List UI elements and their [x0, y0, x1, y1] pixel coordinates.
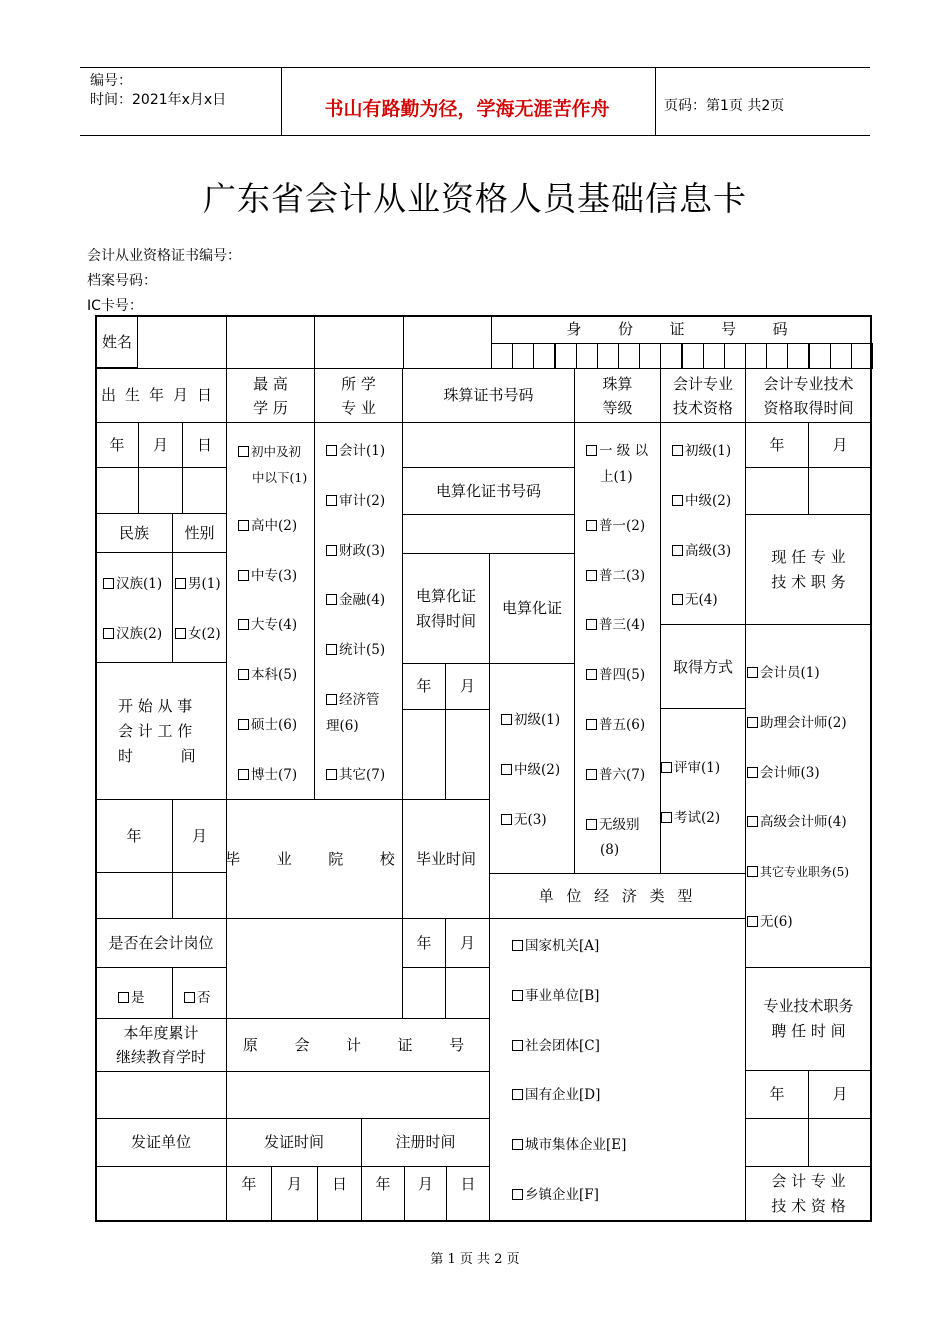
- id-digit-box[interactable]: [703, 343, 725, 369]
- ethnicity-option[interactable]: 汉族(2): [103, 610, 162, 660]
- checkbox-icon[interactable]: [326, 545, 337, 556]
- abacus-option[interactable]: 普五(6): [586, 701, 648, 751]
- checkbox-icon[interactable]: [175, 628, 186, 639]
- id-digit-box[interactable]: [618, 343, 640, 369]
- birth-year-label: 年: [95, 422, 139, 468]
- id-digit-box[interactable]: [597, 343, 619, 369]
- birth-day-label: 日: [182, 422, 227, 468]
- checkbox-icon[interactable]: [103, 628, 114, 639]
- position-option[interactable]: 无(6): [747, 898, 849, 948]
- position-option[interactable]: 高级会计师(4): [747, 798, 849, 848]
- birth-month-field[interactable]: [138, 467, 183, 514]
- start-work-label: 开 始 从 事 会 计 工 作 时 间: [95, 662, 227, 800]
- checkbox-icon[interactable]: [501, 714, 512, 725]
- abacus-options: [586, 427, 648, 863]
- checkbox-icon[interactable]: [238, 769, 249, 780]
- checkbox-icon[interactable]: [586, 570, 597, 581]
- obtain-option[interactable]: 考试(2): [661, 794, 720, 844]
- id-digit-box[interactable]: [851, 343, 873, 369]
- register-day-label: 日: [446, 1166, 490, 1222]
- position-options: [747, 649, 849, 948]
- checkbox-icon[interactable]: [326, 769, 337, 780]
- id-digit-box[interactable]: [787, 343, 809, 369]
- education-label: 最 高 学 历: [226, 368, 315, 423]
- original-cert-field[interactable]: [226, 1071, 490, 1119]
- header-top-rule: [80, 67, 870, 68]
- ethnicity-options: [103, 560, 162, 660]
- major-options: [326, 427, 385, 801]
- abacus-option[interactable]: 无级别: [586, 801, 648, 851]
- position-option[interactable]: 会计师(3): [747, 749, 849, 799]
- computer-option[interactable]: 中级(2): [501, 746, 560, 796]
- checkbox-icon[interactable]: [672, 594, 683, 605]
- major-option[interactable]: 金融(4): [326, 576, 385, 626]
- abacus-option[interactable]: 普六(7): [586, 751, 648, 801]
- abacus-option-cont: 上(1): [600, 468, 633, 485]
- abacus-option[interactable]: 普三(4): [586, 601, 648, 651]
- obtain-option[interactable]: 评审(1): [661, 744, 720, 794]
- in-post-label: 是否在会计岗位: [95, 918, 227, 968]
- id-digit-box[interactable]: [766, 343, 788, 369]
- id-digit-box[interactable]: [830, 343, 852, 369]
- birth-year-field[interactable]: [95, 467, 139, 514]
- issuer-field[interactable]: [95, 1166, 227, 1222]
- education-options: [238, 427, 307, 801]
- checkbox-icon[interactable]: [747, 816, 758, 827]
- position-option[interactable]: 会计员(1): [747, 649, 849, 699]
- checkbox-icon[interactable]: [586, 619, 597, 630]
- checkbox-icon[interactable]: [672, 445, 683, 456]
- checkbox-icon[interactable]: [175, 578, 186, 589]
- checkbox-icon[interactable]: [103, 578, 114, 589]
- education-option[interactable]: 初中及初: [238, 427, 307, 477]
- abacus-option[interactable]: 普四(5): [586, 651, 648, 701]
- qual-year-label: 年: [745, 422, 809, 468]
- education-option[interactable]: 大专(4): [238, 601, 307, 651]
- unit-option[interactable]: 社会团体[C]: [512, 1022, 626, 1072]
- unit-option[interactable]: 乡镇企业[F]: [512, 1171, 626, 1221]
- checkbox-icon[interactable]: [512, 940, 523, 951]
- qualification-option[interactable]: 高级(3): [672, 527, 731, 577]
- qualification-options: [672, 427, 731, 626]
- id-digit-box[interactable]: [512, 343, 534, 369]
- checkbox-icon[interactable]: [238, 520, 249, 531]
- birth-date-label: 出生年月日: [95, 368, 227, 423]
- checkbox-icon[interactable]: [661, 762, 672, 773]
- computer-cert-label: 电算化证书号码: [402, 467, 575, 515]
- major-option[interactable]: 财政(3): [326, 527, 385, 577]
- ethnicity-label: 民族: [95, 513, 173, 553]
- checkbox-icon[interactable]: [747, 767, 758, 778]
- qual-month-field[interactable]: [808, 467, 872, 515]
- graduate-time-label: 毕业时间: [402, 799, 490, 919]
- id-digit-box[interactable]: [491, 343, 513, 369]
- grad-month-label: 月: [445, 918, 490, 968]
- header-left: [90, 72, 226, 110]
- computer-year-field[interactable]: [402, 709, 446, 800]
- education-option[interactable]: 博士(7): [238, 751, 307, 801]
- checkbox-icon[interactable]: [512, 990, 523, 1001]
- education-option-cont: 中以下(1): [252, 469, 308, 485]
- issue-year-label: 年: [226, 1166, 272, 1222]
- checkbox-icon[interactable]: [586, 769, 597, 780]
- unit-option[interactable]: 事业单位[B]: [512, 972, 626, 1022]
- abacus-option[interactable]: 普一(2): [586, 502, 648, 552]
- unit-type-label: 单 位 经 济 类 型: [489, 873, 746, 919]
- qual-month-label: 月: [808, 422, 872, 468]
- checkbox-icon[interactable]: [501, 814, 512, 825]
- id-digit-box[interactable]: [745, 343, 767, 369]
- unit-option[interactable]: 国有企业[D]: [512, 1071, 626, 1121]
- computer-year-label: 年: [402, 663, 446, 710]
- position-option[interactable]: 其它专业职务(5): [747, 848, 849, 898]
- computer-label: 电算化证: [489, 553, 575, 664]
- page-footer: 第 1 页 共 2 页: [430, 1252, 520, 1267]
- checkbox-icon[interactable]: [118, 992, 129, 1003]
- checkbox-icon[interactable]: [512, 1089, 523, 1100]
- id-digit-box[interactable]: [660, 343, 682, 369]
- start-month-field[interactable]: [172, 872, 227, 919]
- checkbox-icon[interactable]: [747, 717, 758, 728]
- checkbox-icon[interactable]: [661, 812, 672, 823]
- gender-label: 性别: [172, 513, 227, 553]
- page-title: 广东省会计从业资格人员基础信息卡: [203, 179, 747, 218]
- page-code: 页码：第1页 共2页: [664, 98, 785, 114]
- computer-cert-field[interactable]: [402, 514, 575, 554]
- qualification-bottom-label: 会 计 专 业 技 术 资 格: [745, 1166, 872, 1222]
- qualification-label: 会计专业 技术资格: [660, 368, 746, 423]
- education-option[interactable]: 高中(2): [238, 502, 307, 552]
- checkbox-icon[interactable]: [512, 1040, 523, 1051]
- time-label: 时间：2021年x月x日: [90, 92, 227, 108]
- position-option[interactable]: 助理会计师(2): [747, 699, 849, 749]
- id-digit-box[interactable]: [809, 343, 831, 369]
- obtain-method-label: 取得方式: [660, 624, 746, 709]
- name-field-3[interactable]: [314, 315, 404, 369]
- major-option-cont: 理(6): [326, 717, 359, 734]
- grad-year-field[interactable]: [402, 967, 446, 1019]
- header-divider: [655, 67, 656, 135]
- qual-year-field[interactable]: [745, 467, 809, 515]
- no-option[interactable]: 否: [184, 986, 211, 1006]
- major-option[interactable]: 审计(2): [326, 477, 385, 527]
- current-title-label: 现 任 专 业 技 术 职 务: [745, 514, 872, 625]
- issue-month-label: 月: [271, 1166, 318, 1222]
- abacus-option[interactable]: 普二(3): [586, 552, 648, 602]
- checkbox-icon[interactable]: [586, 445, 597, 456]
- appointment-month-field[interactable]: [808, 1118, 872, 1167]
- id-number-boxes[interactable]: [491, 343, 872, 369]
- issue-time-label: 发证时间: [226, 1118, 362, 1167]
- birth-day-field[interactable]: [182, 467, 227, 514]
- yes-option[interactable]: 是: [118, 986, 145, 1006]
- education-option[interactable]: 本科(5): [238, 651, 307, 701]
- grad-month-field[interactable]: [445, 967, 490, 1019]
- motto: 书山有路勤为径，学海无涯苦作舟: [324, 98, 610, 120]
- gender-option[interactable]: 男(1): [175, 560, 221, 610]
- checkbox-icon[interactable]: [672, 495, 683, 506]
- education-option[interactable]: 中专(3): [238, 552, 307, 602]
- checkbox-icon[interactable]: [326, 694, 337, 705]
- checkbox-icon[interactable]: [512, 1189, 523, 1200]
- id-digit-box[interactable]: [533, 343, 555, 369]
- issuer-label: 发证单位: [95, 1118, 227, 1167]
- gender-option[interactable]: 女(2): [175, 610, 221, 660]
- abacus-cert-field[interactable]: [402, 422, 575, 468]
- qualification-option[interactable]: 中级(2): [672, 477, 731, 527]
- checkbox-icon[interactable]: [586, 819, 597, 830]
- major-label: 所 学 专 业: [314, 368, 403, 423]
- ethnicity-option[interactable]: 汉族(1): [103, 560, 162, 610]
- checkbox-icon[interactable]: [586, 719, 597, 730]
- in-post-blank: [226, 918, 403, 1019]
- computer-month-field[interactable]: [445, 709, 490, 800]
- checkbox-icon[interactable]: [238, 570, 249, 581]
- checkbox-icon[interactable]: [238, 619, 249, 630]
- checkbox-icon[interactable]: [238, 669, 249, 680]
- major-option[interactable]: 统计(5): [326, 626, 385, 676]
- abacus-option-cont: (8): [600, 842, 620, 859]
- checkbox-icon[interactable]: [326, 594, 337, 605]
- checkbox-icon[interactable]: [672, 545, 683, 556]
- checkbox-icon[interactable]: [326, 495, 337, 506]
- abacus-grade-label: 珠算 等级: [574, 368, 661, 423]
- major-option[interactable]: 经济管: [326, 676, 385, 726]
- gender-options: [175, 560, 221, 660]
- checkbox-icon[interactable]: [586, 520, 597, 531]
- checkbox-icon[interactable]: [238, 719, 249, 730]
- checkbox-icon[interactable]: [747, 916, 758, 927]
- checkbox-icon[interactable]: [326, 445, 337, 456]
- checkbox-icon[interactable]: [326, 644, 337, 655]
- archive-number-label: 档案号码：: [87, 273, 157, 289]
- grad-year-label: 年: [402, 918, 446, 968]
- edu-hours-label: 本年度累计 继续教育学时: [95, 1018, 227, 1072]
- qualification-time-label: 会计专业技术 资格取得时间: [745, 368, 872, 423]
- register-time-label: 注册时间: [361, 1118, 490, 1167]
- cert-number-label: 会计从业资格证书编号：: [87, 248, 241, 264]
- computer-option[interactable]: 无(3): [501, 796, 560, 846]
- issue-day-label: 日: [317, 1166, 362, 1222]
- checkbox-icon[interactable]: [747, 866, 758, 877]
- original-cert-label: 原 会 计 证 号: [226, 1018, 490, 1072]
- name-label: 姓名: [95, 315, 138, 369]
- id-digit-box[interactable]: [639, 343, 661, 369]
- computer-month-label: 月: [445, 663, 490, 710]
- name-field[interactable]: [137, 315, 227, 369]
- serial-label: 编号：: [90, 73, 132, 89]
- edu-hours-field[interactable]: [95, 1071, 227, 1119]
- abacus-option[interactable]: 一 级 以: [586, 427, 648, 477]
- appointment-year-label: 年: [745, 1070, 809, 1119]
- checkbox-icon[interactable]: [501, 764, 512, 775]
- birth-month-label: 月: [138, 422, 183, 468]
- id-digit-box[interactable]: [555, 343, 577, 369]
- appointment-time-label: 专业技术职务 聘 任 时 间: [745, 967, 872, 1071]
- start-year-field[interactable]: [95, 872, 173, 919]
- register-month-label: 月: [404, 1166, 447, 1222]
- major-option[interactable]: 其它(7): [326, 751, 385, 801]
- education-option[interactable]: 硕士(6): [238, 701, 307, 751]
- qualification-option[interactable]: 无(4): [672, 576, 731, 626]
- id-digit-box[interactable]: [682, 343, 704, 369]
- abacus-cert-label: 珠算证书号码: [402, 368, 575, 423]
- name-field-2[interactable]: [226, 315, 315, 369]
- unit-option[interactable]: 国家机关[A]: [512, 922, 626, 972]
- obtain-options: [661, 744, 720, 844]
- checkbox-icon[interactable]: [512, 1139, 523, 1150]
- major-option[interactable]: 会计(1): [326, 427, 385, 477]
- unit-options: [512, 922, 626, 1221]
- id-digit-box[interactable]: [576, 343, 598, 369]
- start-month-label: 月: [172, 799, 227, 873]
- register-year-label: 年: [361, 1166, 405, 1222]
- start-year-label: 年: [95, 799, 173, 873]
- id-number-label: 身 份 证 号 码: [491, 315, 872, 344]
- graduate-school-label: 毕 业 院 校: [226, 799, 403, 919]
- computer-time-label: 电算化证 取得时间: [402, 553, 490, 664]
- checkbox-icon[interactable]: [238, 446, 249, 457]
- checkbox-icon[interactable]: [184, 992, 195, 1003]
- qualification-option[interactable]: 初级(1): [672, 427, 731, 477]
- appointment-month-label: 月: [808, 1070, 872, 1119]
- id-digit-box[interactable]: [724, 343, 746, 369]
- name-field-4[interactable]: [403, 315, 492, 369]
- computer-options: [501, 696, 560, 845]
- computer-option[interactable]: 初级(1): [501, 696, 560, 746]
- ic-card-label: IC卡号：: [87, 298, 143, 314]
- header-bottom-rule: [80, 135, 870, 136]
- unit-option[interactable]: 城市集体企业[E]: [512, 1121, 626, 1171]
- checkbox-icon[interactable]: [586, 669, 597, 680]
- appointment-year-field[interactable]: [745, 1118, 809, 1167]
- checkbox-icon[interactable]: [747, 667, 758, 678]
